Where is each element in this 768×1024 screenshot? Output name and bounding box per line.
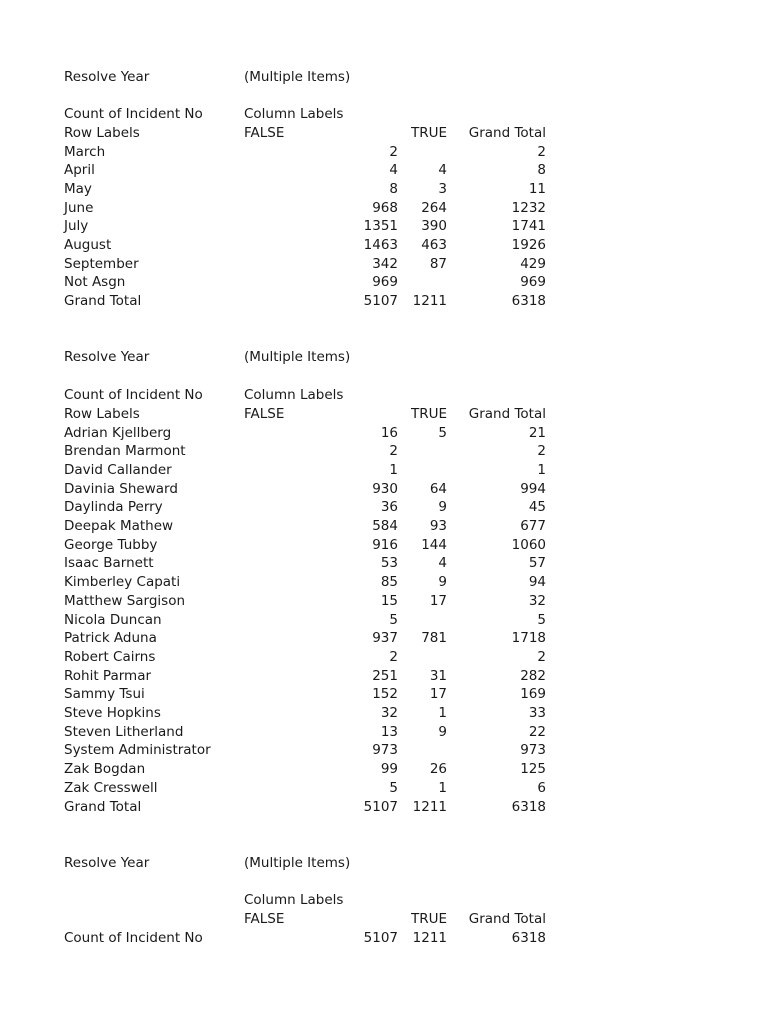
false-count: 916 xyxy=(372,536,398,553)
false-count: 152 xyxy=(372,686,398,703)
false-count: 16 xyxy=(380,424,398,441)
column-header-row xyxy=(0,911,768,930)
row-label[interactable]: Matthew Sargison xyxy=(64,592,186,609)
false-count: 32 xyxy=(380,705,398,721)
row-label: Grand Total xyxy=(64,798,142,815)
true-count: 17 xyxy=(429,686,447,703)
true-count: 1 xyxy=(438,779,447,796)
true-count: 5 xyxy=(438,424,447,441)
table-row xyxy=(0,705,768,724)
table-row xyxy=(0,144,768,163)
table-row xyxy=(0,218,768,237)
false-count: 99 xyxy=(380,761,398,778)
row-label[interactable]: System Administrator xyxy=(64,742,211,759)
filter-row xyxy=(0,69,768,88)
row-total: 6318 xyxy=(511,798,546,815)
filter-label: Resolve Year xyxy=(64,69,150,85)
col-true-header: TRUE xyxy=(410,911,447,927)
table-row xyxy=(0,481,768,500)
false-count: 1463 xyxy=(363,237,398,253)
row-label[interactable]: Adrian Kjellberg xyxy=(64,424,172,441)
row-label[interactable]: August xyxy=(64,237,112,253)
summary-true-value: 1211 xyxy=(412,930,447,946)
false-count: 968 xyxy=(372,199,398,216)
table-row xyxy=(0,237,768,256)
row-label[interactable]: Steve Hopkins xyxy=(64,705,161,721)
column-labels-header[interactable]: Column Labels xyxy=(244,106,344,122)
false-count: 937 xyxy=(372,630,398,647)
row-labels-header[interactable]: Row Labels xyxy=(64,406,140,422)
false-count: 973 xyxy=(372,742,398,759)
summary-label: Count of Incident No xyxy=(64,930,203,946)
true-count: 390 xyxy=(421,218,447,235)
row-total: 8 xyxy=(537,162,546,179)
table-row xyxy=(0,256,768,275)
summary-total-value: 6318 xyxy=(511,930,546,946)
row-total: 1926 xyxy=(511,237,546,253)
table-row xyxy=(0,499,768,518)
table-row xyxy=(0,462,768,481)
column-labels-header[interactable]: Column Labels xyxy=(244,892,344,908)
false-count: 342 xyxy=(372,255,398,272)
col-false-header: FALSE xyxy=(244,406,285,422)
false-count: 15 xyxy=(380,592,398,609)
value-header-row xyxy=(0,387,768,406)
table-row xyxy=(0,686,768,705)
filter-row xyxy=(0,349,768,368)
row-label[interactable]: George Tubby xyxy=(64,536,158,553)
false-count: 2 xyxy=(389,648,398,665)
col-grand-total-header: Grand Total xyxy=(468,911,546,927)
value-label: Count of Incident No xyxy=(64,106,203,122)
false-count: 584 xyxy=(372,518,398,534)
col-false-header: FALSE xyxy=(244,125,285,141)
table-row xyxy=(0,181,768,200)
col-true-header: TRUE xyxy=(410,406,447,422)
table-row xyxy=(0,780,768,799)
row-total: 1 xyxy=(537,461,546,478)
true-count: 1211 xyxy=(412,798,447,815)
table-row xyxy=(0,630,768,649)
row-label[interactable]: Sammy Tsui xyxy=(64,686,145,703)
row-total: 429 xyxy=(520,255,546,272)
filter-value[interactable]: (Multiple Items) xyxy=(244,855,351,871)
row-total: 6318 xyxy=(511,293,546,310)
table-row xyxy=(0,761,768,780)
grand-total-row xyxy=(0,799,768,818)
table-row xyxy=(0,200,768,219)
row-total: 994 xyxy=(520,480,546,497)
true-count: 93 xyxy=(429,518,447,534)
table-row xyxy=(0,425,768,444)
true-count: 64 xyxy=(429,480,447,497)
row-total: 169 xyxy=(520,686,546,703)
false-count: 5 xyxy=(389,611,398,628)
row-label[interactable]: Nicola Duncan xyxy=(64,611,162,628)
table-row xyxy=(0,555,768,574)
false-count: 36 xyxy=(380,499,398,516)
true-count: 26 xyxy=(429,761,447,778)
true-count: 4 xyxy=(438,162,447,179)
true-count: 9 xyxy=(438,499,447,516)
filter-label: Resolve Year xyxy=(64,855,150,871)
false-count: 53 xyxy=(380,555,398,572)
row-total: 21 xyxy=(528,424,546,441)
false-count: 930 xyxy=(372,480,398,497)
row-label[interactable]: Steven Litherland xyxy=(64,723,184,740)
col-false-header: FALSE xyxy=(244,911,285,927)
value-label: Count of Incident No xyxy=(64,387,203,403)
false-count: 4 xyxy=(389,162,398,179)
row-total: 1741 xyxy=(511,218,546,235)
row-total: 57 xyxy=(528,555,546,572)
false-count: 2 xyxy=(389,443,398,460)
row-total: 32 xyxy=(528,592,546,609)
false-count: 5 xyxy=(389,779,398,796)
true-count: 781 xyxy=(421,630,447,647)
true-count: 87 xyxy=(429,255,447,272)
true-count: 144 xyxy=(421,536,447,553)
column-labels-row xyxy=(0,892,768,911)
column-header-row xyxy=(0,125,768,144)
row-total: 1718 xyxy=(511,630,546,647)
row-total: 45 xyxy=(528,499,546,516)
table-row xyxy=(0,162,768,181)
row-label[interactable]: Daylinda Perry xyxy=(64,499,163,516)
filter-label: Resolve Year xyxy=(64,349,150,365)
row-total: 33 xyxy=(528,705,546,721)
true-count: 9 xyxy=(438,574,447,591)
filter-value[interactable]: (Multiple Items) xyxy=(244,69,351,85)
row-label[interactable]: July xyxy=(64,218,89,235)
table-row xyxy=(0,274,768,293)
row-label[interactable]: June xyxy=(64,199,94,216)
row-total: 1060 xyxy=(511,536,546,553)
row-total: 2 xyxy=(537,143,546,160)
table-row xyxy=(0,443,768,462)
row-total: 677 xyxy=(520,518,546,534)
row-label[interactable]: Kimberley Capati xyxy=(64,574,181,591)
table-row xyxy=(0,724,768,743)
row-label[interactable]: September xyxy=(64,255,139,272)
true-count: 1211 xyxy=(412,293,447,310)
row-total: 94 xyxy=(528,574,546,591)
filter-value[interactable]: (Multiple Items) xyxy=(244,349,351,365)
row-total: 125 xyxy=(520,761,546,778)
true-count: 4 xyxy=(438,555,447,572)
grand-total-row xyxy=(0,293,768,312)
row-label[interactable]: May xyxy=(64,180,92,197)
row-label[interactable]: March xyxy=(64,143,106,160)
row-total: 282 xyxy=(520,667,546,684)
false-count: 1 xyxy=(389,461,398,478)
row-total: 6 xyxy=(537,779,546,796)
table-row xyxy=(0,649,768,668)
row-label[interactable]: Zak Bogdan xyxy=(64,761,146,778)
row-label[interactable]: Not Asgn xyxy=(64,274,126,291)
row-labels-header[interactable]: Row Labels xyxy=(64,125,140,141)
row-label[interactable]: Zak Cresswell xyxy=(64,779,158,796)
table-row xyxy=(0,742,768,761)
true-count: 17 xyxy=(429,592,447,609)
false-count: 969 xyxy=(372,274,398,291)
row-label[interactable]: Isaac Barnett xyxy=(64,555,154,572)
table-row xyxy=(0,518,768,537)
false-count: 251 xyxy=(372,667,398,684)
true-count: 3 xyxy=(438,180,447,197)
row-total: 2 xyxy=(537,443,546,460)
row-label[interactable]: Patrick Aduna xyxy=(64,630,157,647)
row-label: Grand Total xyxy=(64,293,142,310)
false-count: 5107 xyxy=(363,293,398,310)
row-label[interactable]: Davinia Sheward xyxy=(64,480,178,497)
false-count: 85 xyxy=(380,574,398,591)
row-total: 11 xyxy=(528,180,546,197)
summary-row xyxy=(0,930,768,949)
row-label[interactable]: Rohit Parmar xyxy=(64,667,152,684)
false-count: 13 xyxy=(380,723,398,740)
false-count: 8 xyxy=(389,180,398,197)
row-total: 969 xyxy=(520,274,546,291)
row-label[interactable]: David Callander xyxy=(64,461,172,478)
col-true-header: TRUE xyxy=(410,125,447,141)
summary-false-value: 5107 xyxy=(363,930,398,946)
table-row xyxy=(0,537,768,556)
table-row xyxy=(0,574,768,593)
column-labels-header[interactable]: Column Labels xyxy=(244,387,344,403)
true-count: 463 xyxy=(421,237,447,253)
row-label[interactable]: Brendan Marmont xyxy=(64,443,186,460)
table-row xyxy=(0,593,768,612)
true-count: 264 xyxy=(421,199,447,216)
row-label[interactable]: April xyxy=(64,162,95,179)
value-header-row xyxy=(0,106,768,125)
false-count: 2 xyxy=(389,143,398,160)
row-total: 973 xyxy=(520,742,546,759)
row-label[interactable]: Deepak Mathew xyxy=(64,518,174,534)
true-count: 9 xyxy=(438,723,447,740)
row-total: 2 xyxy=(537,648,546,665)
false-count: 1351 xyxy=(363,218,398,235)
table-row xyxy=(0,668,768,687)
true-count: 1 xyxy=(438,705,447,721)
row-label[interactable]: Robert Cairns xyxy=(64,648,156,665)
row-total: 5 xyxy=(537,611,546,628)
column-header-row xyxy=(0,406,768,425)
col-grand-total-header: Grand Total xyxy=(468,406,546,422)
col-grand-total-header: Grand Total xyxy=(468,125,546,141)
false-count: 5107 xyxy=(363,798,398,815)
table-row xyxy=(0,612,768,631)
filter-row xyxy=(0,855,768,874)
row-total: 1232 xyxy=(511,199,546,216)
row-total: 22 xyxy=(528,723,546,740)
true-count: 31 xyxy=(429,667,447,684)
